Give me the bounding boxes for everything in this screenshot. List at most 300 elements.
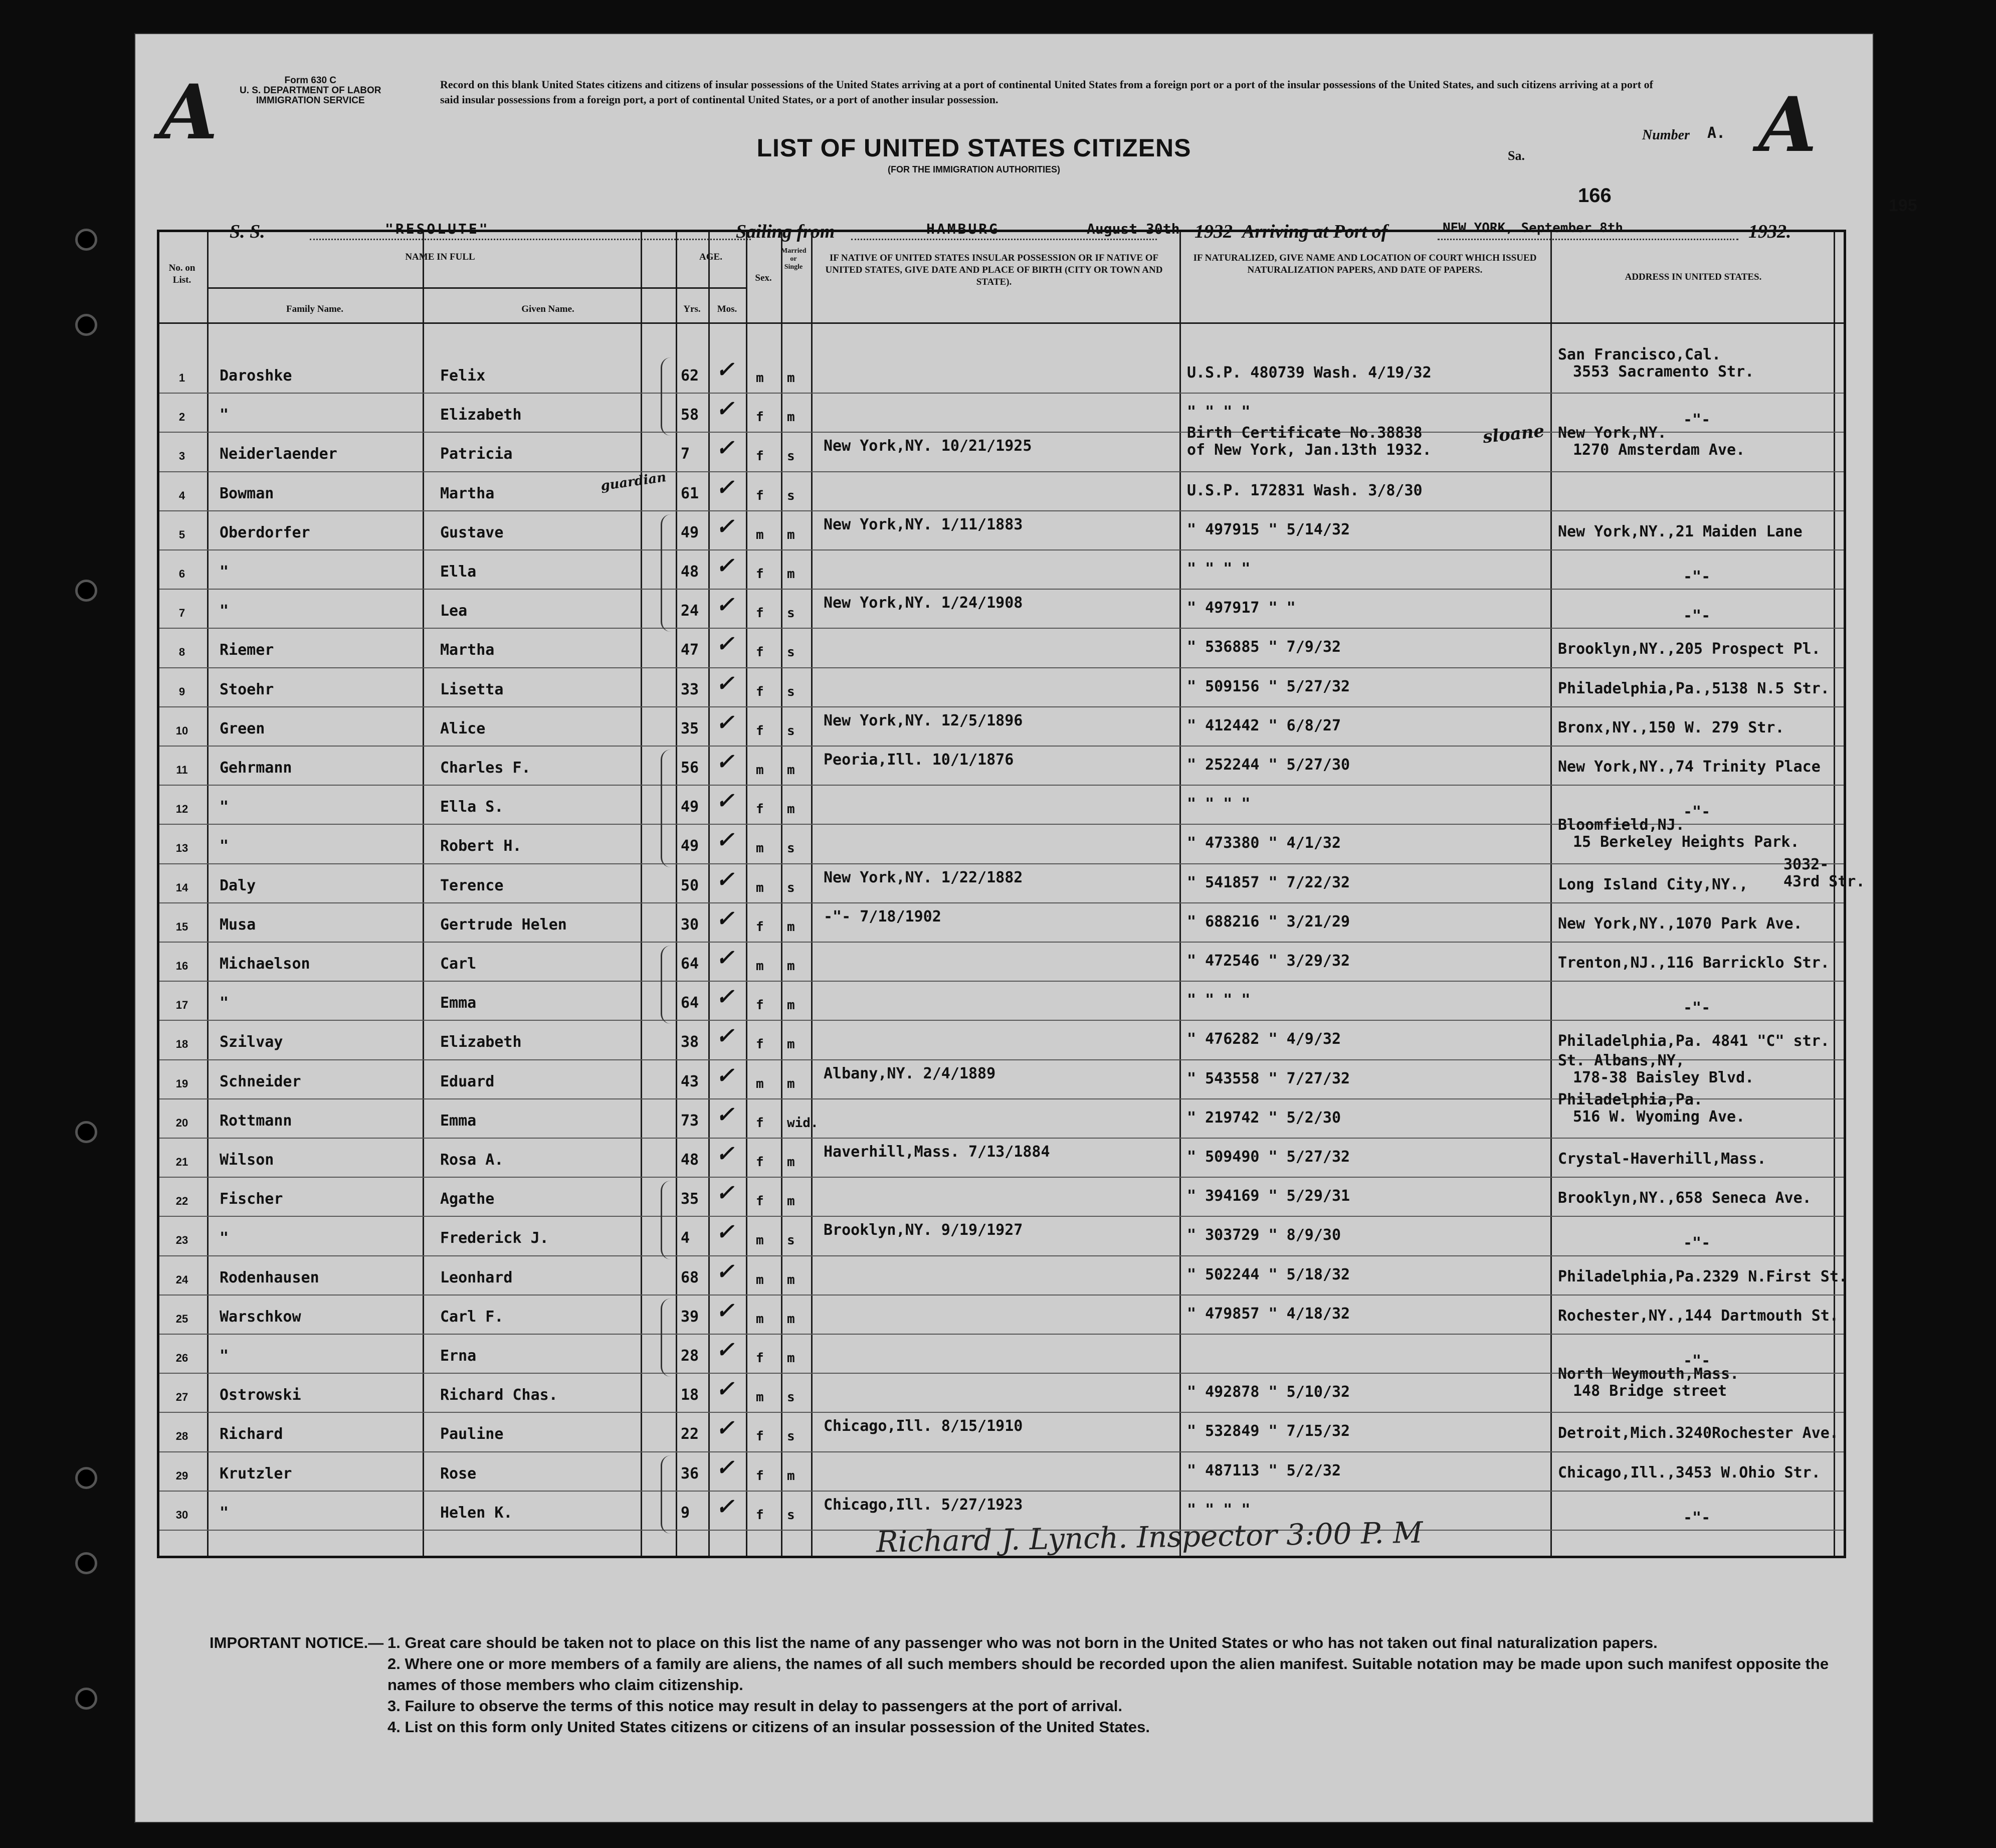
naturalization-line2: of New York, Jan.13th 1932. — [1187, 441, 1432, 459]
col-header-sex: Sex. — [755, 273, 772, 283]
marital-status: wid. — [787, 1115, 819, 1131]
row-number: 24 — [175, 1273, 188, 1286]
family-name: Richard — [220, 1425, 283, 1443]
handwritten-sloane-note: sloane — [1482, 421, 1545, 448]
family-name: Oberdorfer — [220, 523, 310, 541]
sex: m — [756, 371, 764, 386]
naturalization: " 492878 " 5/10/32 — [1187, 1383, 1350, 1401]
row-number: 16 — [175, 960, 188, 972]
age-years: 30 — [681, 915, 699, 934]
marital-status: m — [787, 567, 795, 582]
family-name: Fischer — [220, 1190, 283, 1208]
family-name: Szilvay — [220, 1033, 283, 1051]
age-years: 24 — [681, 602, 699, 620]
address: Philadelphia,Pa.2329 N.First St. — [1558, 1267, 1848, 1285]
age-years: 35 — [681, 719, 699, 737]
age-check-mark: ✓ — [716, 945, 734, 971]
year-to: 1932. — [1748, 221, 1791, 242]
sex: m — [756, 1233, 764, 1248]
sex: f — [756, 449, 764, 464]
birth-place-date: Peoria,Ill. 10/1/1876 — [824, 751, 1014, 769]
row-number: 26 — [175, 1352, 188, 1364]
age-years: 38 — [681, 1033, 699, 1051]
table-row — [159, 906, 1844, 946]
family-name: Green — [220, 719, 265, 737]
given-name: Ella — [440, 563, 477, 581]
row-number: 23 — [175, 1234, 188, 1247]
naturalization: Birth Certificate No.38838 — [1187, 424, 1423, 442]
address: New York,NY.,1070 Park Ave. — [1558, 914, 1803, 933]
birth-place-date: Albany,NY. 2/4/1889 — [824, 1064, 996, 1082]
given-name: Richard Chas. — [440, 1386, 558, 1404]
birth-place-date: New York,NY. 1/22/1882 — [824, 868, 1023, 886]
family-name: Gehrmann — [220, 759, 292, 777]
age-years: 9 — [681, 1504, 690, 1522]
family-bracket — [661, 946, 672, 1024]
col-header-mos: Mos. — [717, 304, 737, 314]
row-number: 18 — [175, 1038, 188, 1051]
naturalization: " 688216 " 3/21/29 — [1187, 912, 1350, 931]
age-years: 64 — [681, 994, 699, 1012]
address: Brooklyn,NY.,658 Seneca Ave. — [1558, 1189, 1812, 1207]
row-number: 19 — [175, 1077, 188, 1090]
table-row — [159, 946, 1844, 985]
naturalization: " 412442 " 6/8/27 — [1187, 716, 1341, 734]
page-number: 166 — [1578, 184, 1612, 207]
marital-status: m — [787, 802, 795, 817]
date-from: August 30th — [1087, 221, 1180, 237]
address: New York,NY.,74 Trinity Place — [1558, 758, 1821, 776]
address: -"- — [1683, 411, 1711, 429]
age-years: 39 — [681, 1308, 699, 1326]
number-label: Number — [1642, 127, 1690, 143]
age-check-mark: ✓ — [716, 435, 734, 461]
table-row — [159, 750, 1844, 789]
col-header-naturalized: IF NATURALIZED, GIVE NAME AND LOCATION OF COURT WHICH ISSUED NATURALIZATION PAPERS, AND DATE OF PAPERS. — [1193, 253, 1537, 275]
sex: f — [756, 1351, 764, 1366]
birth-place-date: New York,NY. 1/24/1908 — [824, 594, 1023, 612]
naturalization: " " " " — [1187, 795, 1251, 813]
family-name: Stoehr — [220, 680, 274, 698]
family-name: Musa — [220, 915, 256, 934]
family-name: " — [220, 837, 229, 855]
table-row — [159, 1181, 1844, 1220]
family-name: " — [220, 1229, 229, 1247]
age-check-mark: ✓ — [716, 1415, 734, 1441]
row-number: 25 — [175, 1312, 188, 1325]
age-check-mark: ✓ — [716, 357, 734, 383]
age-check-mark: ✓ — [716, 553, 734, 579]
address: Crystal-Haverhill,Mass. — [1558, 1150, 1766, 1168]
given-name: Felix — [440, 367, 486, 385]
punch-hole — [75, 1688, 97, 1710]
address: Detroit,Mich.3240Rochester Ave. — [1558, 1424, 1839, 1442]
address-line2: 178-38 Baisley Blvd. — [1573, 1068, 1754, 1086]
address: Philadelphia,Pa. 4841 "C" str. — [1558, 1032, 1830, 1050]
row-number: 5 — [178, 528, 185, 541]
family-bracket — [661, 1455, 672, 1534]
col-header-name: NAME IN FULL — [405, 252, 475, 262]
given-name: Erna — [440, 1347, 477, 1365]
sex: f — [756, 684, 764, 699]
row-number: 10 — [175, 724, 188, 737]
age-check-mark: ✓ — [716, 631, 734, 657]
age-years: 73 — [681, 1112, 699, 1130]
address: New York,NY. — [1558, 424, 1667, 442]
address-line2: 3553 Sacramento Str. — [1573, 363, 1754, 381]
naturalization: " " " " — [1187, 560, 1251, 578]
page-title: LIST OF UNITED STATES CITIZENS — [756, 134, 1191, 162]
sailing-label: Sailing from — [736, 221, 835, 242]
naturalization: U.S.P. 480739 Wash. 4/19/32 — [1187, 364, 1432, 382]
age-check-mark: ✓ — [716, 984, 734, 1010]
address: New York,NY.,21 Maiden Lane — [1558, 522, 1803, 540]
address: Long Island City,NY., — [1558, 875, 1748, 893]
handwritten-a-left: A — [159, 68, 218, 156]
marital-status: m — [787, 527, 795, 542]
age-check-mark: ✓ — [716, 827, 734, 853]
given-name: Martha — [440, 484, 495, 502]
marital-status: m — [787, 959, 795, 974]
marital-status: s — [787, 684, 795, 699]
marital-status: m — [787, 1468, 795, 1484]
address: -"- — [1683, 607, 1711, 625]
port-to: NEW YORK, September 8th — [1443, 221, 1624, 236]
given-name: Charles F. — [440, 759, 531, 777]
address: St. Albans,NY, — [1558, 1051, 1685, 1069]
marital-status: m — [787, 410, 795, 425]
sex: f — [756, 1507, 764, 1523]
age-years: 68 — [681, 1268, 699, 1286]
marital-status: m — [787, 1194, 795, 1209]
naturalization: " 543558 " 7/27/32 — [1187, 1069, 1350, 1087]
naturalization: " 487113 " 5/2/32 — [1187, 1461, 1341, 1480]
col-header-address: ADDRESS IN UNITED STATES. — [1625, 272, 1762, 282]
family-name: " — [220, 1347, 229, 1365]
row-number: 27 — [175, 1391, 188, 1404]
address: Bloomfield,NJ. — [1558, 816, 1685, 834]
number-value: A. — [1707, 124, 1726, 142]
family-name: " — [220, 994, 229, 1012]
form-id: Form 630 C U. S. DEPARTMENT OF LABOR IMMIGRATION SERVICE — [240, 75, 381, 106]
age-years: 7 — [681, 445, 690, 463]
birth-place-date: New York,NY. 10/21/1925 — [824, 437, 1032, 455]
inspector-signature: Richard J. Lynch. Inspector 3:00 P. M — [876, 1515, 1423, 1559]
family-bracket — [661, 357, 672, 436]
given-name: Lea — [440, 602, 468, 620]
table-header-rule — [676, 287, 746, 289]
address: -"- — [1683, 999, 1711, 1017]
age-check-mark: ✓ — [716, 866, 734, 892]
address: Rochester,NY.,144 Dartmouth St. — [1558, 1307, 1839, 1325]
given-name: Robert H. — [440, 837, 522, 855]
age-years: 4 — [681, 1229, 690, 1247]
age-check-mark: ✓ — [716, 513, 734, 539]
table-header-rule — [207, 287, 676, 289]
birth-place-date: New York,NY. 12/5/1896 — [824, 711, 1023, 729]
address: Bronx,NY.,150 W. 279 Str. — [1558, 718, 1784, 736]
sex: f — [756, 1037, 764, 1052]
marital-status: m — [787, 763, 795, 778]
sex: f — [756, 1115, 764, 1131]
ship-name: "RESOLUTE" — [385, 221, 490, 237]
table-row — [159, 816, 1844, 867]
family-name: Krutzler — [220, 1464, 292, 1483]
address: North Weymouth,Mass. — [1558, 1365, 1739, 1383]
col-header-birth: IF NATIVE OF UNITED STATES INSULAR POSSESSION OR IF NATIVE OF UNITED STATES, GIVE DATE AND PLACE OF BIRTH (CITY OR TOWN AND STATE). — [825, 253, 1163, 287]
row-number: 22 — [175, 1195, 188, 1208]
age-check-mark: ✓ — [716, 592, 734, 618]
given-name: Terence — [440, 876, 504, 894]
birth-place-date: Brooklyn,NY. 9/19/1927 — [824, 1221, 1023, 1239]
sex: m — [756, 1272, 764, 1287]
given-name: Rosa A. — [440, 1151, 504, 1169]
row-number: 8 — [178, 646, 185, 659]
marital-status: m — [787, 1272, 795, 1287]
marital-status: s — [787, 488, 795, 503]
col-header-no: No. on List. — [168, 263, 195, 285]
age-check-mark: ✓ — [716, 1337, 734, 1363]
address: -"- — [1683, 1352, 1711, 1370]
row-number: 13 — [175, 842, 188, 855]
table-row — [159, 514, 1844, 553]
punch-hole — [75, 580, 97, 602]
marital-status: s — [787, 723, 795, 738]
naturalization: " 509156 " 5/27/32 — [1187, 677, 1350, 695]
given-name: Carl — [440, 955, 477, 973]
naturalization: " " " " — [1187, 1501, 1251, 1519]
family-name: Michaelson — [220, 955, 310, 973]
age-years: 22 — [681, 1425, 699, 1443]
marital-status: s — [787, 645, 795, 660]
address: -"- — [1683, 803, 1711, 821]
row-number: 14 — [175, 881, 188, 894]
address-extra: 3032- — [1783, 855, 1829, 873]
notice-lead: IMPORTANT NOTICE.— — [210, 1634, 384, 1651]
age-years: 47 — [681, 641, 699, 659]
row-number: 9 — [178, 685, 185, 698]
sex: f — [756, 1194, 764, 1209]
age-check-mark: ✓ — [716, 670, 734, 696]
given-name: Martha — [440, 641, 495, 659]
notice-item: 1. Great care should be taken not to place on this list the name of any passenger who was not born in the United States or who has not taken out final naturalization papers. — [387, 1634, 1658, 1651]
naturalization: " 502244 " 5/18/32 — [1187, 1265, 1350, 1283]
sex: m — [756, 763, 764, 778]
marital-status: s — [787, 1507, 795, 1523]
port-from: HAMBURG — [926, 221, 1000, 237]
birth-place-date: Chicago,Ill. 5/27/1923 — [824, 1496, 1023, 1514]
table-row — [159, 1365, 1844, 1416]
age-years: 33 — [681, 680, 699, 698]
table-row — [159, 346, 1844, 397]
marital-status: m — [787, 1155, 795, 1170]
table-row — [159, 1220, 1844, 1259]
handwritten-guardian-note: guardian — [600, 469, 667, 494]
age-check-mark: ✓ — [716, 709, 734, 735]
row-number: 7 — [178, 607, 185, 620]
side-number: 195 — [1889, 196, 1917, 215]
row-number: 17 — [175, 999, 188, 1012]
table-row — [159, 1258, 1848, 1299]
col-header-age: AGE. — [699, 252, 722, 262]
marital-status: s — [787, 880, 795, 895]
row-number: 15 — [175, 920, 188, 933]
family-name: Rodenhausen — [220, 1268, 319, 1286]
sex: f — [756, 802, 764, 817]
marital-status: m — [787, 371, 795, 386]
family-bracket — [661, 1299, 672, 1377]
passenger-table — [157, 230, 1865, 1558]
age-check-mark: ✓ — [716, 1298, 734, 1324]
punch-hole — [75, 1121, 97, 1143]
address: Brooklyn,NY.,205 Prospect Pl. — [1558, 640, 1821, 658]
family-name: " — [220, 406, 229, 424]
col-header-married: Married or Single — [781, 247, 807, 271]
family-name: " — [220, 1504, 229, 1522]
sex: m — [756, 1390, 764, 1405]
age-check-mark: ✓ — [716, 1141, 734, 1167]
given-name: Eduard — [440, 1072, 495, 1090]
age-check-mark: ✓ — [716, 1023, 734, 1049]
sex: f — [756, 1429, 764, 1444]
age-check-mark: ✓ — [716, 905, 734, 932]
address: Chicago,Ill.,3453 W.Ohio Str. — [1558, 1463, 1821, 1482]
col-header-family: Family Name. — [286, 304, 343, 314]
family-bracket — [661, 750, 672, 867]
given-name: Emma — [440, 1112, 477, 1130]
row-number: 28 — [175, 1430, 188, 1443]
naturalization: " 536885 " 7/9/32 — [1187, 638, 1341, 656]
birth-place-date: Chicago,Ill. 8/15/1910 — [824, 1417, 1023, 1435]
naturalization: " 541857 " 7/22/32 — [1187, 873, 1350, 891]
naturalization: " 479857 " 4/18/32 — [1187, 1305, 1350, 1323]
address-extra2: 43rd Str. — [1783, 872, 1865, 890]
sex: m — [756, 1311, 764, 1327]
sex: m — [756, 1076, 764, 1091]
marital-status: m — [787, 1037, 795, 1052]
address: Philadelphia,Pa. — [1558, 1090, 1703, 1108]
table-row — [159, 475, 1844, 514]
family-name: " — [220, 602, 229, 620]
age-check-mark: ✓ — [716, 1180, 734, 1206]
sa-label: Sa. — [1508, 148, 1525, 163]
address: Trenton,NJ.,116 Barricklo Str. — [1558, 954, 1830, 972]
row-number: 11 — [176, 764, 188, 776]
family-name: Riemer — [220, 641, 274, 659]
age-years: 58 — [681, 406, 699, 424]
naturalization: " " " " — [1187, 991, 1251, 1009]
family-name: Wilson — [220, 1151, 274, 1169]
marital-status: s — [787, 1233, 795, 1248]
marital-status: m — [787, 1311, 795, 1327]
marital-status: s — [787, 1390, 795, 1405]
marital-status: m — [787, 998, 795, 1013]
table-row — [159, 1090, 1844, 1142]
marital-status: s — [787, 1429, 795, 1444]
naturalization: " 303729 " 8/9/30 — [1187, 1226, 1341, 1244]
family-name: " — [220, 563, 229, 581]
birth-place-date: New York,NY. 1/11/1883 — [824, 515, 1023, 533]
table-row — [159, 855, 1865, 906]
sex: m — [756, 959, 764, 974]
table-header-rule — [159, 322, 1844, 324]
marital-status: m — [787, 1351, 795, 1366]
address: -"- — [1683, 568, 1711, 586]
birth-place-date: Haverhill,Mass. 7/13/1884 — [824, 1143, 1050, 1161]
family-name: Neiderlaender — [220, 445, 337, 463]
family-bracket — [661, 514, 672, 632]
age-check-mark: ✓ — [716, 749, 734, 775]
family-name: " — [220, 798, 229, 816]
age-years: 36 — [681, 1464, 699, 1483]
given-name: Alice — [440, 719, 486, 737]
age-years: 35 — [681, 1190, 699, 1208]
arriving-label: Arriving at Port of — [1242, 221, 1388, 242]
age-check-mark: ✓ — [716, 1454, 734, 1481]
sex: f — [756, 998, 764, 1013]
sex: f — [756, 488, 764, 503]
address: -"- — [1683, 1234, 1711, 1252]
notice-item: 3. Failure to observe the terms of this notice may result in delay to passengers at the port of arrival. — [387, 1697, 1123, 1715]
naturalization: " 473380 " 4/1/32 — [1187, 834, 1341, 852]
age-check-mark: ✓ — [716, 396, 734, 422]
sex: m — [756, 841, 764, 856]
row-number: 21 — [175, 1156, 188, 1168]
naturalization: " 394169 " 5/29/31 — [1187, 1187, 1350, 1205]
handwritten-a-right: A — [1758, 81, 1817, 169]
given-name: Frederick J. — [440, 1229, 549, 1247]
naturalization: " 497915 " 5/14/32 — [1187, 520, 1350, 538]
row-number: 20 — [175, 1116, 188, 1129]
age-years: 49 — [681, 798, 699, 816]
age-years: 56 — [681, 759, 699, 777]
age-years: 48 — [681, 563, 699, 581]
sex: m — [756, 880, 764, 895]
family-bracket — [661, 1181, 672, 1259]
age-years: 61 — [681, 484, 699, 502]
age-check-mark: ✓ — [716, 1219, 734, 1245]
row-number: 4 — [178, 489, 185, 502]
table-row — [159, 1142, 1844, 1181]
family-name: Schneider — [220, 1072, 301, 1090]
family-name: Daly — [220, 876, 256, 894]
age-years: 18 — [681, 1386, 699, 1404]
given-name: Elizabeth — [440, 1033, 522, 1051]
naturalization: " 509490 " 5/27/32 — [1187, 1148, 1350, 1166]
table-row — [159, 632, 1844, 671]
row-number: 29 — [175, 1469, 188, 1482]
marital-status: s — [787, 606, 795, 621]
given-name: Helen K. — [440, 1504, 513, 1522]
sex: f — [756, 606, 764, 621]
sex: m — [756, 527, 764, 542]
table-row — [159, 1455, 1844, 1495]
sex: f — [756, 1155, 764, 1170]
sex: f — [756, 567, 764, 582]
age-years: 28 — [681, 1347, 699, 1365]
notice-item: 2. Where one or more members of a family are aliens, the names of all such members should be recorded upon the alien manifest. Suitable notation may be made upon such manifest opposite the names of those members who claim citizenship. — [387, 1655, 1829, 1694]
age-check-mark: ✓ — [716, 788, 734, 814]
age-years: 49 — [681, 523, 699, 541]
family-name: Ostrowski — [220, 1386, 301, 1404]
marital-status: s — [787, 449, 795, 464]
given-name: Ella S. — [440, 798, 504, 816]
notice-item: 4. List on this form only United States citizens or citizens of an insular possession of the United States. — [387, 1718, 1150, 1736]
preamble-text: Record on this blank United States citizens and citizens of insular possessions of the United States arriving at a port of continental United States from a foreign port or a port of the insular possessions of the United States, and such citizens arriving at a port of said insular possessions from a foreign port, a port of continental United States, or a port of another insular possession. — [440, 78, 1653, 106]
address-line2: 15 Berkeley Heights Park. — [1573, 833, 1800, 851]
age-years: 43 — [681, 1072, 699, 1090]
table-row — [159, 710, 1844, 750]
